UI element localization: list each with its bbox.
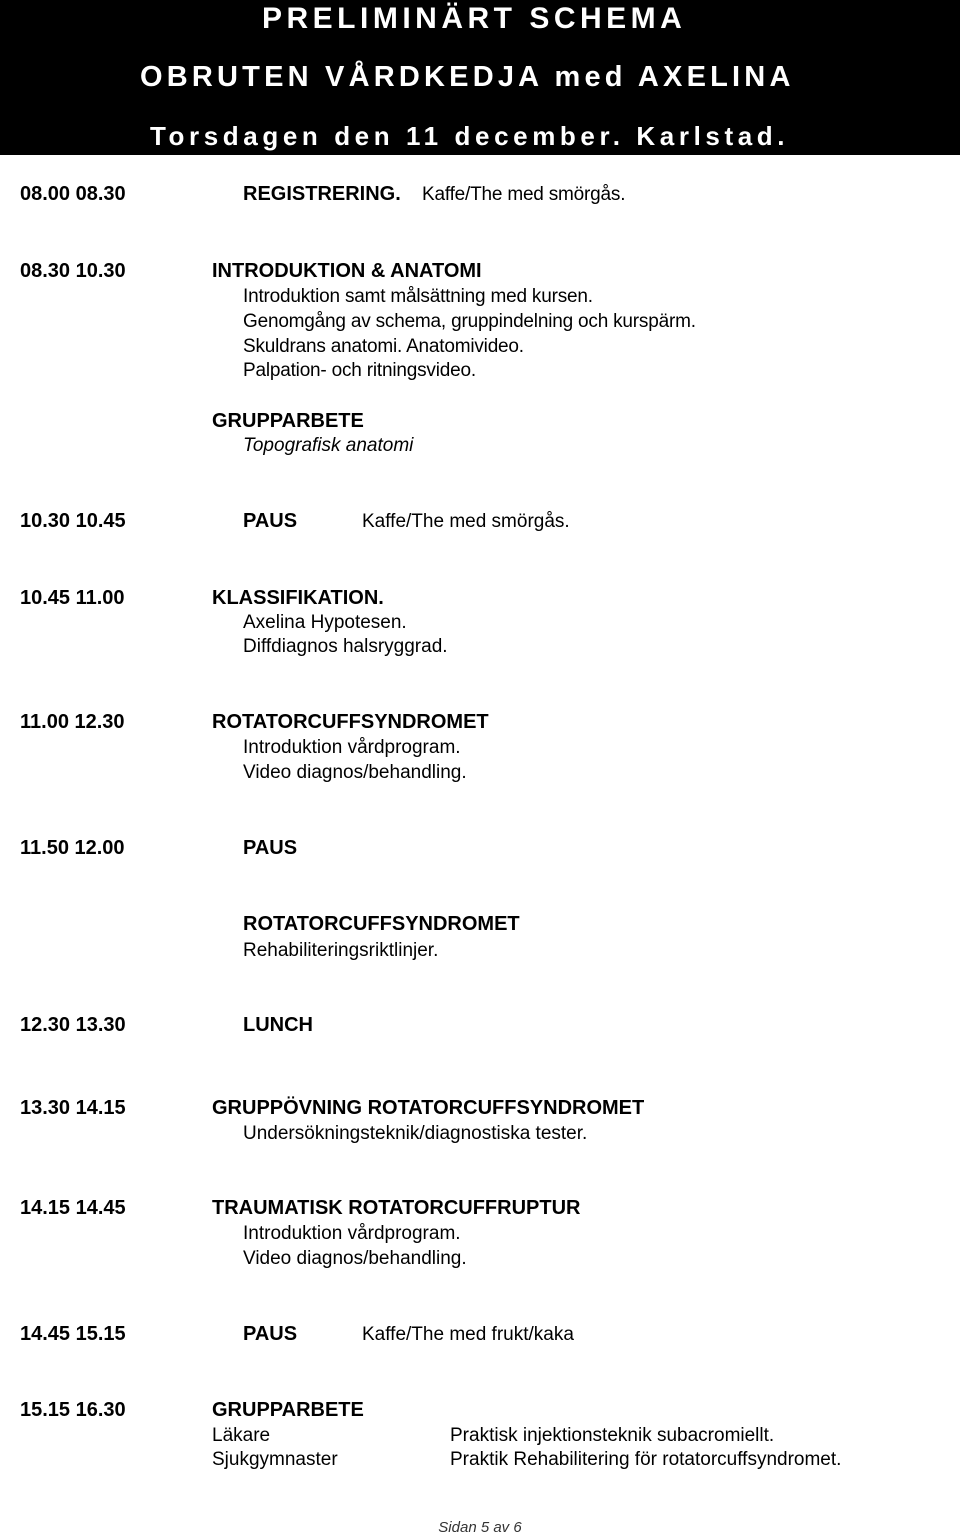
session-line: Video diagnos/behandling. — [243, 1248, 467, 1269]
time-slot: 14.15 14.45 — [20, 1197, 126, 1219]
session-line: Genomgång av schema, gruppindelning och kurspärm. — [243, 311, 696, 332]
session-heading: REGISTRERING. — [243, 183, 401, 205]
header-banner — [0, 0, 960, 155]
session-heading: INTRODUKTION & ANATOMI — [212, 260, 482, 282]
session-note: Kaffe/The med smörgås. — [422, 184, 626, 205]
date-location: Torsdagen den 11 december. Karlstad. — [150, 121, 790, 151]
session-note: Kaffe/The med frukt/kaka — [362, 1324, 574, 1345]
session-heading: LUNCH — [243, 1014, 313, 1036]
session-line: Axelina Hypotesen. — [243, 612, 407, 633]
session-line: Introduktion vårdprogram. — [243, 1223, 461, 1244]
time-slot: 08.00 08.30 — [20, 183, 126, 205]
session-heading: ROTATORCUFFSYNDROMET — [212, 711, 489, 733]
session-heading: GRUPPARBETE — [212, 1399, 364, 1421]
session-line: Palpation- och ritningsvideo. — [243, 360, 476, 381]
session-line: Skuldrans anatomi. Anatomivideo. — [243, 336, 524, 357]
session-line: Rehabiliteringsriktlinjer. — [243, 940, 439, 961]
time-slot: 10.30 10.45 — [20, 510, 126, 532]
time-slot: 10.45 11.00 — [20, 587, 125, 609]
time-slot: 14.45 15.15 — [20, 1323, 126, 1345]
session-line: Introduktion samt målsättning med kursen. — [243, 286, 593, 307]
time-slot: 12.30 13.30 — [20, 1014, 126, 1036]
session-heading: PAUS — [243, 837, 298, 859]
session-line: Introduktion vårdprogram. — [243, 737, 461, 758]
group-task: Praktik Rehabilitering för rotatorcuffsyndromet. — [450, 1449, 842, 1470]
document-title: PRELIMINÄRT SCHEMA — [262, 2, 687, 35]
session-note: Kaffe/The med smörgås. — [362, 511, 570, 532]
session-subheading: GRUPPARBETE — [212, 410, 364, 432]
session-heading: PAUS — [243, 510, 298, 532]
session-heading: ROTATORCUFFSYNDROMET — [243, 913, 520, 935]
page-number: Sidan 5 av 6 — [438, 1519, 522, 1536]
session-heading: TRAUMATISK ROTATORCUFFRUPTUR — [212, 1197, 581, 1219]
course-title: OBRUTEN VÅRDKEDJA med AXELINA — [140, 61, 795, 93]
group-name: Läkare — [212, 1425, 271, 1446]
time-slot: 11.50 12.00 — [20, 837, 125, 859]
group-task: Praktisk injektionsteknik subacromiellt. — [450, 1425, 775, 1446]
group-name: Sjukgymnaster — [212, 1449, 338, 1470]
time-slot: 15.15 16.30 — [20, 1399, 126, 1421]
session-line: Undersökningsteknik/diagnostiska tester. — [243, 1123, 588, 1144]
time-slot: 08.30 10.30 — [20, 260, 126, 282]
session-line: Topografisk anatomi — [243, 435, 414, 456]
page-footer — [0, 1519, 960, 1536]
session-heading: GRUPPÖVNING ROTATORCUFFSYNDROMET — [212, 1097, 645, 1119]
session-heading: PAUS — [243, 1323, 298, 1345]
time-slot: 11.00 12.30 — [20, 711, 125, 733]
time-slot: 13.30 14.15 — [20, 1097, 126, 1119]
session-line: Diffdiagnos halsryggrad. — [243, 636, 448, 657]
session-line: Video diagnos/behandling. — [243, 762, 467, 783]
session-heading: KLASSIFIKATION. — [212, 587, 384, 609]
